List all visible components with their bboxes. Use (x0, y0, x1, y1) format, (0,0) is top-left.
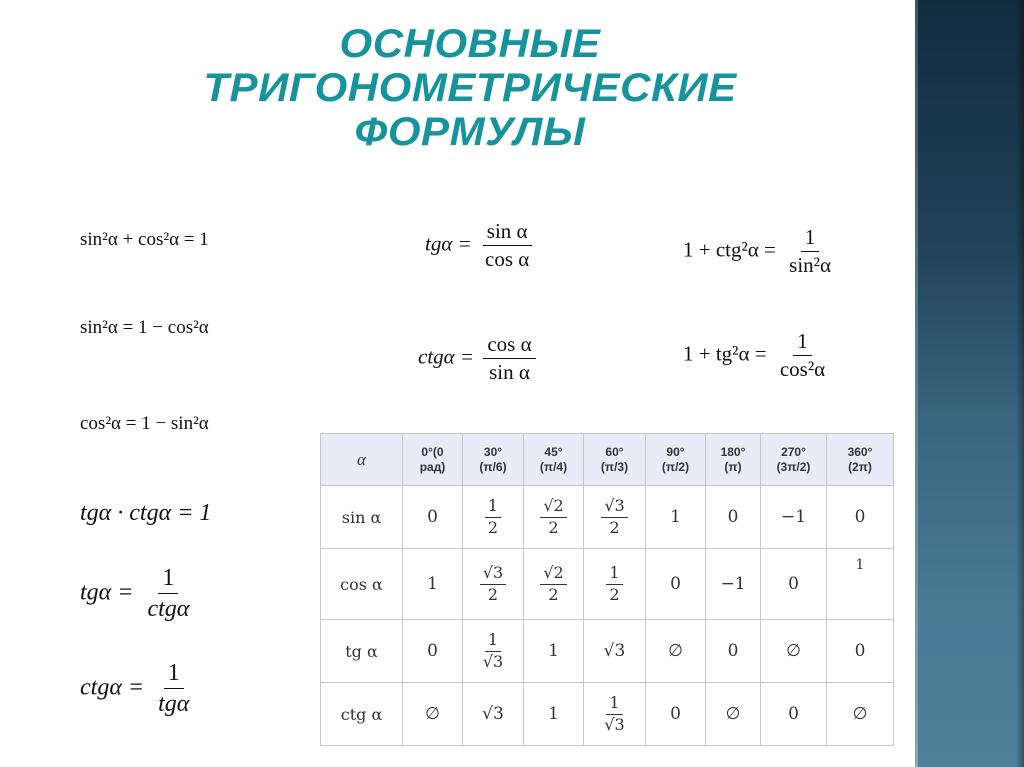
cell: −1 (706, 549, 761, 620)
cell: ∅ (646, 620, 706, 683)
formula-tg-definition (425, 220, 533, 271)
header-col-45 (524, 434, 584, 486)
fraction-numerator: 1 (485, 497, 501, 517)
fraction-denominator: 2 (487, 517, 499, 537)
cell: 0 (827, 620, 894, 683)
table-header-row (321, 434, 894, 486)
header-rad: (π/2) (661, 459, 690, 474)
cell (584, 549, 646, 620)
cell: 0 (646, 549, 706, 620)
row-label-sin: sin α (321, 486, 403, 549)
cell (463, 549, 524, 620)
formula-lhs: tgα = (80, 579, 134, 606)
formula-lhs: ctgα = (80, 674, 145, 701)
cell: ∅ (706, 683, 761, 746)
header-rad: (3π/2) (776, 459, 811, 474)
formula-lhs: 1 + tg²α = (683, 341, 767, 366)
fraction (143, 565, 193, 623)
fraction-numerator: 1 (606, 694, 622, 714)
fraction-numerator: 1 (606, 564, 622, 584)
fraction-denominator: 2 (548, 517, 559, 537)
header-rad: (π/3) (600, 459, 629, 474)
header-col-360 (827, 434, 894, 486)
row-label-ctg: ctg α (321, 683, 403, 746)
cell: −1 (761, 486, 827, 549)
header-deg: 30° (483, 444, 503, 459)
formula-one-plus-tg-squared (683, 330, 829, 381)
formula-lhs: 1 + ctg²α = (683, 237, 776, 262)
header-deg: 180° (720, 444, 746, 459)
header-alpha: α (321, 434, 403, 486)
fraction-numerator: 1 (485, 631, 501, 651)
fraction-denominator: 2 (609, 584, 620, 604)
formula-one-plus-ctg-squared (683, 226, 835, 277)
formula-cos-squared: cos²α = 1 − sin²α (80, 413, 209, 434)
fraction-numerator: cos α (483, 333, 535, 359)
header-rad: (π) (724, 459, 742, 474)
fraction-denominator: 2 (487, 584, 499, 604)
fraction-denominator: ctgα (147, 596, 190, 623)
fraction-denominator: 2 (609, 517, 620, 537)
table-row-ctg (321, 683, 894, 746)
fraction (481, 220, 533, 271)
header-col-0 (403, 434, 463, 486)
cell (524, 549, 584, 620)
fraction (785, 226, 835, 277)
cell: 0 (646, 683, 706, 746)
header-deg: 45° (544, 444, 563, 459)
formula-lhs: tgα = (425, 231, 472, 256)
fraction-numerator: √3 (601, 497, 627, 517)
trig-values-table (320, 433, 894, 746)
table-row-sin (321, 486, 894, 549)
header-col-90 (646, 434, 706, 486)
cell: √3 (463, 683, 524, 746)
table-row-tg (321, 620, 894, 683)
formula-ctg-reciprocal (80, 660, 193, 718)
table-row-cos (321, 549, 894, 620)
fraction-denominator: tgα (158, 691, 190, 718)
decorative-sidebar (915, 0, 1024, 767)
fraction-denominator: √3 (604, 714, 625, 734)
header-rad: (π/6) (479, 459, 507, 474)
slide-title (155, 22, 785, 154)
header-deg: 360° (847, 444, 873, 459)
fraction-numerator: 1 (164, 660, 184, 689)
fraction-numerator: 1 (801, 226, 820, 252)
formula-tg-ctg-product: tgα · ctgα = 1 (80, 500, 212, 526)
cell: ∅ (827, 683, 894, 746)
formula-pythagorean: sin²α + cos²α = 1 (80, 229, 209, 250)
row-label-tg: tg α (321, 620, 403, 683)
fraction-numerator: 1 (793, 330, 812, 356)
formula-ctg-definition (418, 333, 536, 384)
fraction-denominator: sin α (489, 360, 530, 385)
row-label-cos: cos α (321, 549, 403, 620)
cell: ∅ (403, 683, 463, 746)
header-rad: рад) (419, 459, 446, 474)
cell: 0 (706, 486, 761, 549)
formula-lhs: ctgα = (418, 344, 475, 369)
cell: ∅ (761, 620, 827, 683)
fraction-numerator: √2 (540, 564, 566, 584)
fraction (776, 330, 829, 381)
cell: 0 (403, 620, 463, 683)
cell: 1 (524, 620, 584, 683)
cell: 0 (761, 549, 827, 620)
fraction-denominator: cos α (485, 247, 530, 272)
cell (584, 683, 646, 746)
fraction-numerator: √2 (540, 497, 566, 517)
formula-sin-squared: sin²α = 1 − cos²α (80, 317, 209, 338)
cell: 1 (524, 683, 584, 746)
header-col-60 (584, 434, 646, 486)
header-rad: (π/4) (539, 459, 568, 474)
fraction (483, 333, 535, 384)
title-line-1: ОСНОВНЫЕ (339, 22, 601, 66)
cell (463, 486, 524, 549)
fraction (154, 660, 193, 718)
title-line-3: ФОРМУЛЫ (354, 110, 586, 154)
header-col-30 (463, 434, 524, 486)
cell: 0 (403, 486, 463, 549)
formula-tg-reciprocal (80, 565, 193, 623)
cell (584, 486, 646, 549)
cell: 0 (706, 620, 761, 683)
fraction-denominator: √3 (482, 651, 504, 671)
header-deg: 60° (605, 444, 624, 459)
cell: 0 (827, 486, 894, 549)
cell (524, 486, 584, 549)
fraction-denominator: cos²α (779, 357, 826, 382)
header-rad: (2π) (848, 459, 872, 474)
header-col-180 (706, 434, 761, 486)
cell: √3 (584, 620, 646, 683)
cell: 1 (827, 549, 894, 620)
header-deg: 90° (666, 444, 685, 459)
fraction-numerator: 1 (158, 565, 178, 594)
fraction-numerator: √3 (480, 564, 506, 584)
cell (463, 620, 524, 683)
cell: 1 (646, 486, 706, 549)
fraction-denominator: sin²α (789, 253, 831, 278)
header-col-270 (761, 434, 827, 486)
cell: 0 (761, 683, 827, 746)
header-deg: 0°(0 (421, 444, 444, 459)
fraction-denominator: 2 (548, 584, 559, 604)
header-deg: 270° (781, 444, 806, 459)
title-line-2: ТРИГОНОМЕТРИЧЕСКИЕ (203, 66, 737, 110)
fraction-numerator: sin α (483, 220, 532, 246)
cell: 1 (403, 549, 463, 620)
